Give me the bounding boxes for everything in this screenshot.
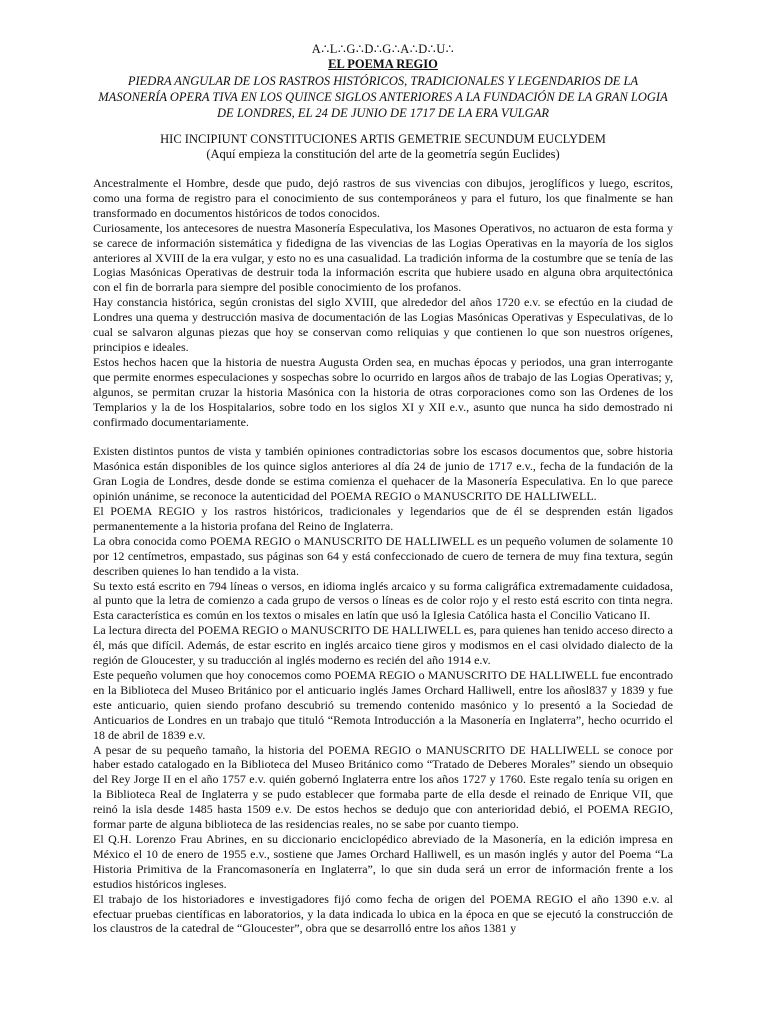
paragraph: Existen distintos puntos de vista y también opiniones contradictorias sobre los escasos documentos que, sobre historia Masónica están disponibles de los quince siglos anteriores al día 24 de junio de 1717 e.v., fecha de la fundación de la Gran Logia de Londres, desde donde se estima comienza el quehacer de la Masonería Especulativa. En lo que parece opinión unánime, se reconoce la autenticidad del POEMA REGIO o MANUSCRITO DE HALLIWELL. bbox=[93, 444, 673, 504]
paragraph: Hay constancia histórica, según cronistas del siglo XVIII, que alrededor del años 1720 e.v. se efectúo en la ciudad de Londres una quema y destrucción masiva de documentación de las Logias Masónicas Operativas y Especulativas, de lo cual se salvaron algunas piezas que hoy se conservan como reliquias y que contienen lo que son nuestros orígenes, principios e ideales. bbox=[93, 295, 673, 354]
paragraph: A pesar de su pequeño tamaño, la historia del POEMA REGIO o MANUSCRITO DE HALLIWELL se conoce por haber estado catalogado en la Biblioteca del Museo Británico como “Tratado de Deberes Morales” siendo un obsequio del Rey Jorge II en el año 1757 e.v. quién gobernó Inglaterra entre los años 1727 y 1760. Este regalo tenía su origen en la Biblioteca Real de Inglaterra y se pudo establecer que formaba parte de ella desde el reinado de Enrique VII, que reinó la isla desde 1485 hasta 1509 e.v. De estos hechos se dedujo que con anterioridad debió, el POEMA REGIO, formar parte de alguna biblioteca de las residencias reales, no se sabe por cuanto tiempo. bbox=[93, 742, 673, 832]
document-body bbox=[93, 176, 673, 936]
document-title: EL POEMA REGIO bbox=[328, 57, 438, 71]
paragraph: Ancestralmente el Hombre, desde que pudo, dejó rastros de sus vivencias con dibujos, jeroglíficos y luego, escritos, como una forma de registro para el conocimiento de sus contemporáneos y para el futuro, los que finalmente se han transformado en documentos históricos de todos conocidos. bbox=[93, 176, 673, 220]
latin-translation: (Aquí empieza la constitución del arte de la geometría según Euclides) bbox=[206, 147, 560, 161]
document-page bbox=[93, 42, 673, 936]
masonic-symbols: A∴L∴G∴D∴G∴A∴D∴U∴ bbox=[311, 42, 455, 56]
paragraph: Su texto está escrito en 794 líneas o versos, en idioma inglés arcaico y su forma caligráfica extremadamente cuidadosa, al punto que la letra de comienzo a cada grupo de versos o líneas es de color rojo y el resto está escrito con tinta negra. Esta característica es común en los textos o misales en latín que usó la Iglesia Católica hasta el Concilio Vaticano II. bbox=[93, 578, 673, 623]
paragraph: Curiosamente, los antecesores de nuestra Masonería Especulativa, los Masones Operativos, no actuaron de esta forma y se carece de información sistemática y fidedigna de las vivencias de las Logias Operativas en la mayoría de los siglos anteriores al XVIII de la era vulgar, y esto no es una casualidad. La tradición informa de la costumbre que se tenía de las Logias Masónicas Operativas de destruir toda la información escrita que hubiere usado en alguna obra arquitectónica con el fin de borrarla para siempre del posible conocimiento de los profanos. bbox=[93, 220, 673, 295]
paragraph: La obra conocida como POEMA REGIO o MANUSCRITO DE HALLIWELL es un pequeño volumen de solamente 10 por 12 centímetros, empastado, sus páginas son 64 y está confeccionado de cuero de ternera de muy fina textura, según describen quienes lo han tendido a la vista. bbox=[93, 533, 673, 578]
paragraph: El Q.H. Lorenzo Frau Abrines, en su diccionario enciclopédico abreviado de la Masonería, en la edición impresa en México el 10 de enero de 1955 e.v., sostiene que James Orchard Halliwell, es un masón inglés y autor del Poema “La Historia Primitiva de la Francomasonería en Inglaterra”, lo que sin duda será un error de información frente a los estudios históricos ingleses. bbox=[93, 831, 673, 891]
paragraph: La lectura directa del POEMA REGIO o MANUSCRITO DE HALLIWELL es, para quienes han tenido acceso directo a él, más que difícil. Además, de estar escrito en inglés arcaico tiene giros y modismos en el casi olvidado dialecto de la región de Gloucester, y su traducción al inglés moderno es recién del año 1914 e.v. bbox=[93, 623, 673, 668]
document-subtitle: PIEDRA ANGULAR DE LOS RASTROS HISTÓRICOS, TRADICIONALES Y LEGENDARIOS DE LA MASONERÍA OPERA TIVA EN LOS QUINCE SIGLOS ANTERIORES A LA FUNDACIÓN DE LA GRAN LOGIA DE LONDRES, EL 24 DE JUNIO DE 1717 DE LA ERA VULGAR bbox=[98, 74, 668, 120]
latin-heading: HIC INCIPIUNT CONSTITUCIONES ARTIS GEMETRIE SECUNDUM EUCLYDEM bbox=[160, 132, 606, 146]
paragraph: El trabajo de los historiadores e investigadores fijó como fecha de origen del POEMA REGIO el año 1390 e.v. al efectuar pruebas científicas en laboratorios, y la data indicada lo ubica en la época en que se ejecutó la construcción de los claustros de la catedral de “Gloucester”, obra que se desarrolló entre los años 1381 y bbox=[93, 891, 673, 936]
paragraph: El POEMA REGIO y los rastros históricos, tradicionales y legendarios que de él se desprenden están ligados permanentemente a la historia profana del Reino de Inglaterra. bbox=[93, 504, 673, 533]
paragraph: Este pequeño volumen que hoy conocemos como POEMA REGIO o MANUSCRITO DE HALLIWELL fue encontrado en la Biblioteca del Museo Británico por el anticuario inglés James Orchard Halliwell, entre los añosl837 y 1839 y fue este anticuario, quien siendo profano descubrió su tremendo contenido masónico y lo presentó a la Sociedad de Anticuarios de Londres en un trabajo que tituló “Remota Introducción a la Masonería en Inglaterra”, hecho ocurrido el 18 de abril de 1839 e.v. bbox=[93, 668, 673, 742]
paragraph: Estos hechos hacen que la historia de nuestra Augusta Orden sea, en muchas épocas y periodos, una gran interrogante que permite enormes especulaciones y sospechas sobre lo ocurrido en largos años de trabajo de las Logias Operativas; y, algunos, se permitan cruzar la historia Masónica con la historia de otras corporaciones como son las Ordenes de los Templarios y la de los Hospitalarios, sobre todo en los siglos XI y XII e.v., asunto que nunca ha sido demostrado ni confirmado documentariamente. bbox=[93, 354, 673, 429]
